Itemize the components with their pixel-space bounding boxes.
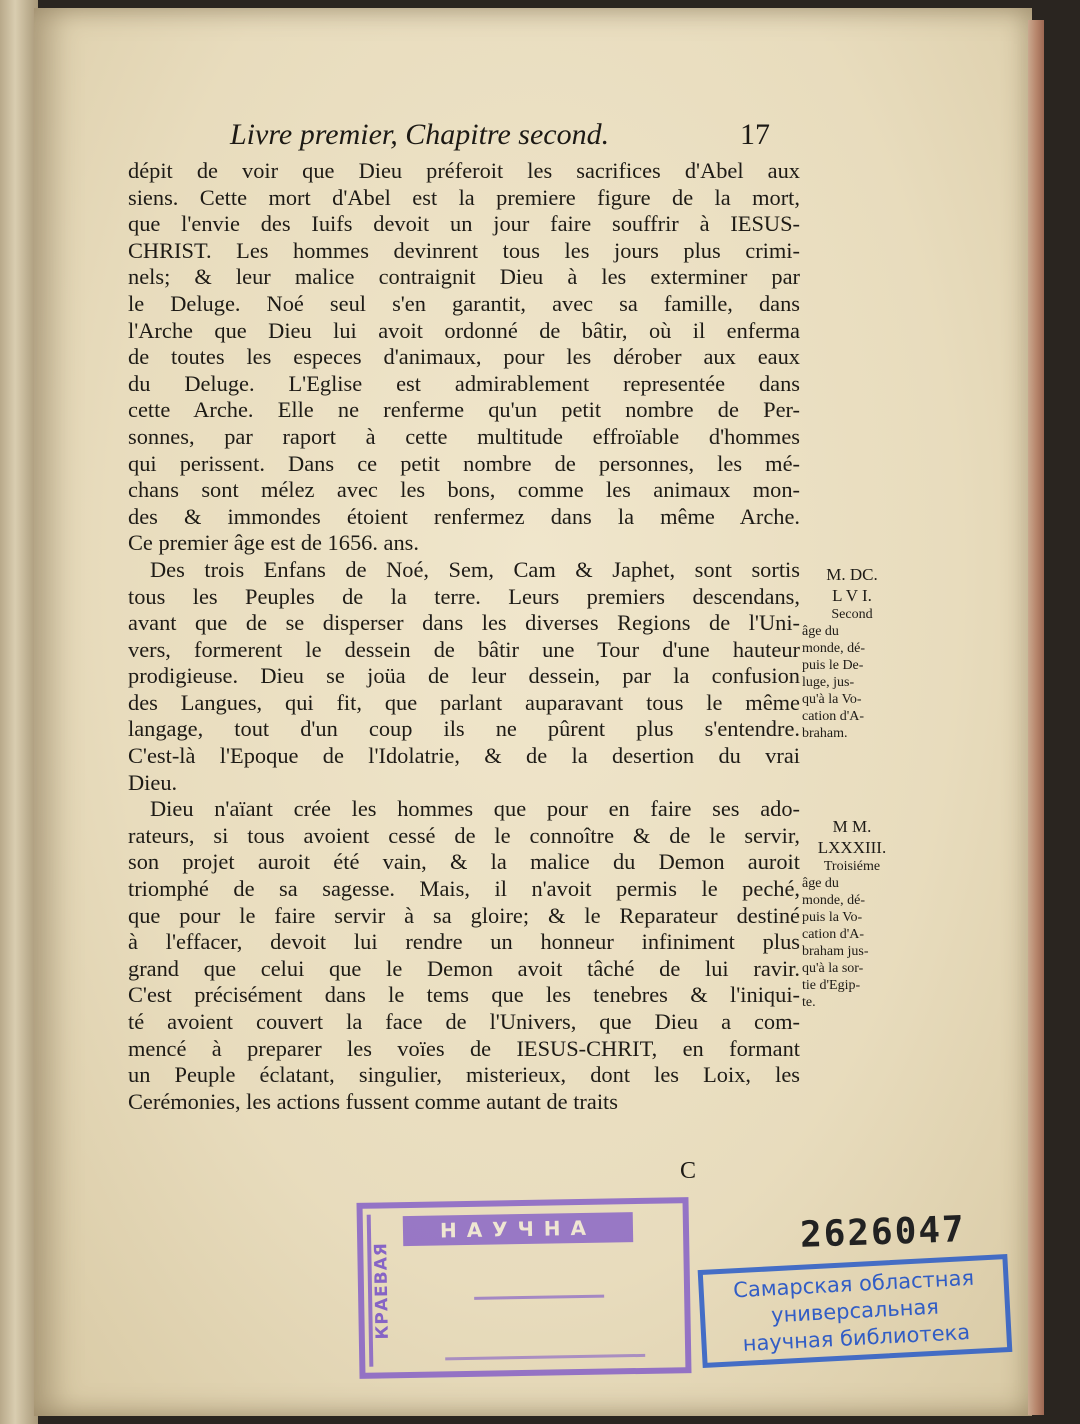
text-line: rateurs, si tous avoient cessé de le connoître & de le servir,: [128, 822, 800, 848]
margin-note-line: puis la Vo-: [802, 910, 863, 925]
margin-note-line: tie d'Egip-: [802, 978, 861, 993]
margin-note-line: âge du: [802, 624, 839, 639]
text-line: à l'effacer, devoit lui rendre un honneur infiniment plus: [128, 929, 800, 955]
text-line: des & immondes étoient renfermez dans la même Arche.: [128, 503, 800, 529]
text-line: chans sont mélez avec les bons, comme les animaux mon-: [128, 477, 800, 503]
margin-note-1: [802, 564, 902, 742]
margin-note-line: cation d'A-: [802, 927, 865, 942]
text-line: dépit de voir que Dieu préferoit les sacrifices d'Abel aux: [128, 158, 800, 183]
margin-note-line: qu'à la sor-: [802, 961, 864, 976]
margin-note-line: cation d'A-: [802, 709, 865, 724]
margin-note-line: Second: [831, 607, 873, 622]
margin-note-line: monde, dé-: [802, 893, 865, 908]
text-line: qui perissent. Dans ce petit nombre de personnes, les mé-: [128, 450, 800, 476]
text-line: de toutes les especes d'animaux, pour les dérober aux eaux: [128, 344, 800, 370]
stamp-side-text: КРАЕВАЯ: [367, 1214, 402, 1367]
margin-year: M M.: [832, 817, 872, 836]
margin-note-line: monde, dé-: [802, 641, 865, 656]
text-line: que l'envie des Iuifs devoit un jour faire souffrir à IESUS-: [128, 211, 800, 237]
text-line: un Peuple éclatant, singulier, misterieux, dont les Loix, les: [128, 1062, 800, 1088]
text-line: Dieu n'aïant crée les hommes que pour en faire ses ado-: [150, 796, 800, 822]
margin-note-line: puis le De-: [802, 658, 864, 673]
text-line: des Langues, qui fit, que parlant auparavant tous le même: [128, 689, 800, 715]
margin-note-line: Troisiéme: [823, 859, 881, 874]
text-line: Des trois Enfans de Noé, Sem, Cam & Japhet, sont sortis: [150, 556, 800, 582]
body-text: [128, 158, 800, 1115]
text-line: langage, tout d'un coup ils ne pûrent plus s'entendre.: [128, 716, 800, 742]
stamp-top-text: НАУЧНА: [403, 1212, 633, 1246]
stamp-rule: [445, 1354, 645, 1360]
running-header: [230, 118, 770, 158]
text-line: cette Arche. Elle ne renferme qu'un petit nombre de Per-: [128, 397, 800, 423]
text-line: le Deluge. Noé seul s'en garantit, avec sa famille, dans: [128, 290, 800, 316]
margin-note-line: âge du: [802, 876, 839, 891]
text-line: son projet auroit été vain, & la malice du Demon auroit: [128, 849, 800, 875]
stamp-line: научная библиотека: [742, 1320, 971, 1356]
text-line: siens. Cette mort d'Abel est la premiere figure de la mort,: [128, 184, 800, 210]
page-edge: [1028, 20, 1044, 1415]
text-line: té avoient couvert la face de l'Univers, que Dieu a com-: [128, 1009, 800, 1034]
margin-note-2: [802, 816, 902, 1011]
stamp-line: Самарская областная: [732, 1265, 975, 1303]
text-line: CHRIST. Les hommes devinrent tous les jours plus crimi-: [128, 237, 800, 263]
stamp-rule: [474, 1295, 604, 1300]
margin-note-line: qu'à la Vo-: [802, 692, 862, 707]
text-line: tous les Peuples de la terre. Leurs premiers descendans,: [128, 583, 800, 609]
text-line: mencé à preparer les voïes de IESUS-CHRIT, en formant: [128, 1035, 800, 1061]
margin-note-line: braham jus-: [802, 944, 869, 959]
text-line: que pour le faire servir à sa gloire; & le Reparateur destiné: [128, 902, 800, 928]
text-line: Ce premier âge est de 1656. ans.: [128, 530, 419, 556]
text-line: grand que celui que le Demon avoit tâché de lui ravir.: [128, 955, 800, 981]
text-line: nels; & leur malice contraignit Dieu à les exterminer par: [128, 264, 800, 290]
accession-number: 2626047: [799, 1209, 967, 1256]
text-line: C'est précisément dans le tems que les tenebres & l'iniqui-: [128, 982, 800, 1008]
page-number: 17: [740, 118, 770, 151]
text-line: sonnes, par raport à cette multitude effroïable d'hommes: [128, 423, 800, 449]
text-line: C'est-là l'Epoque de l'Idolatrie, & de la desertion du vrai: [128, 743, 800, 769]
running-title: Livre premier, Chapitre second.: [230, 118, 610, 151]
text-line: prodigieuse. Dieu se joüa de leur dessein, par la confusion: [128, 663, 800, 689]
library-stamp-purple: [356, 1197, 691, 1379]
margin-year: LXXXIII.: [817, 838, 887, 857]
text-line: Dieu.: [128, 769, 178, 795]
text-line: l'Arche que Dieu lui avoit ordonné de bâtir, où il enferma: [128, 317, 800, 343]
margin-year: L V I.: [832, 586, 872, 605]
stamp-line: универсальная: [770, 1294, 940, 1328]
library-stamp-blue: [698, 1254, 1013, 1368]
text-line: vers, formerent le dessein de bâtir une Tour d'une hauteur: [128, 636, 800, 662]
margin-year: M. DC.: [826, 565, 878, 584]
text-line: du Deluge. L'Eglise est admirablement representée dans: [128, 370, 800, 396]
book-spine: [0, 0, 38, 1424]
margin-note-line: braham.: [802, 726, 848, 741]
text-line: Cerémonies, les actions fussent comme autant de traits: [128, 1088, 618, 1114]
margin-note-line: luge, jus-: [802, 675, 855, 690]
text-line: triomphé de sa sagesse. Mais, il n'avoit permis le peché,: [128, 876, 800, 902]
signature-mark: C: [680, 1158, 697, 1184]
text-line: avant que de se disperser dans les diverses Regions de l'Uni-: [128, 610, 800, 636]
margin-note-line: te.: [802, 995, 816, 1010]
